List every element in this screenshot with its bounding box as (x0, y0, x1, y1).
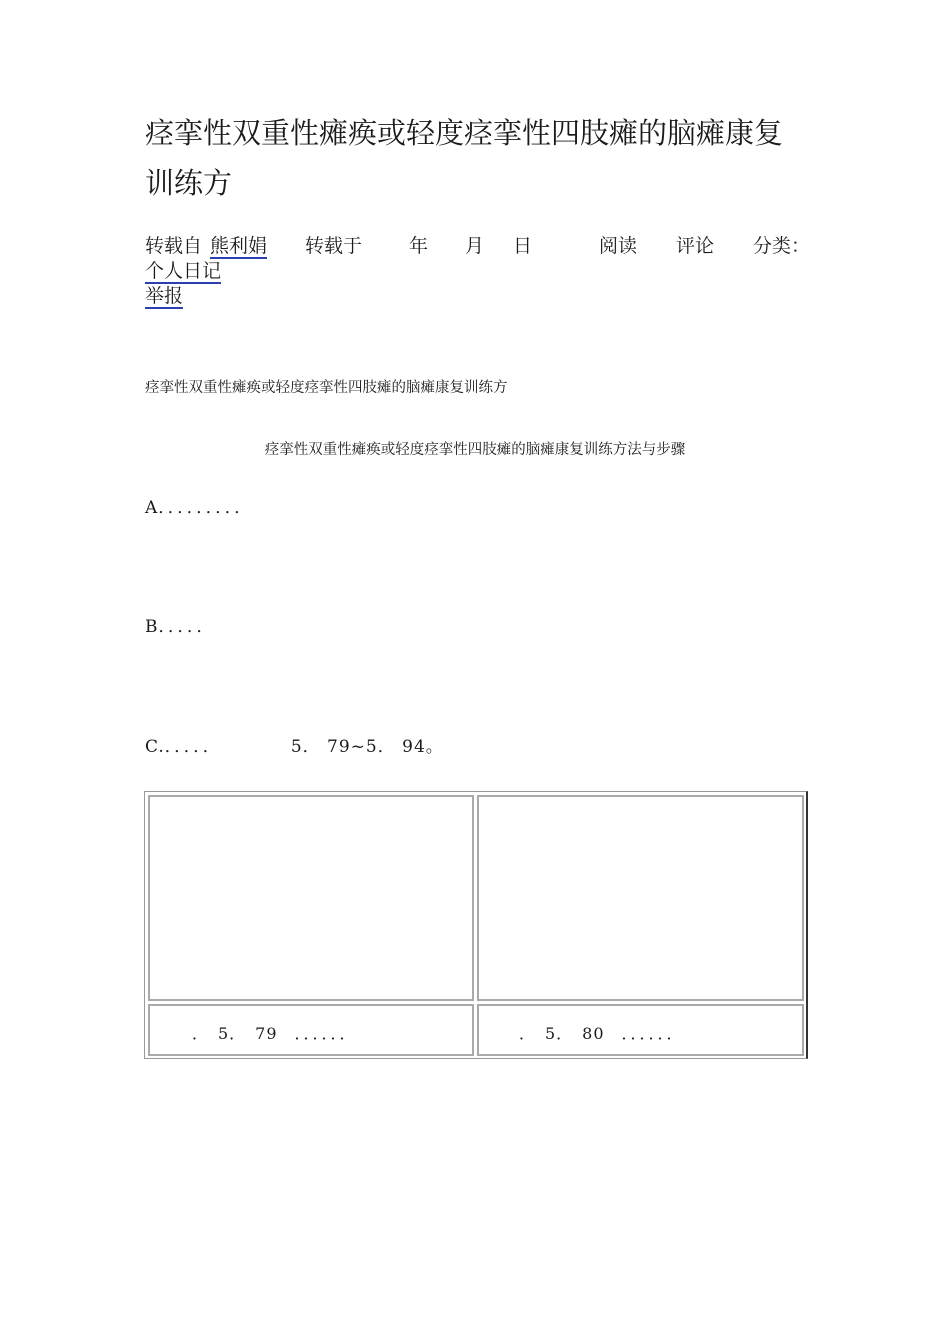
section-c-label: C.．．．．． (145, 737, 221, 757)
figure-caption-right: ． 5． 80 ．．．．．． (519, 1024, 684, 1043)
category-label: 分类： (753, 235, 811, 257)
figure-caption-cell-right (477, 1004, 804, 1056)
year-label: 年 (409, 235, 429, 257)
article-heading: 痉挛性双重性瘫痪或轻度痉挛性四肢瘫的脑瘫康复训练方法与步骤 (264, 442, 686, 458)
figure-image-right (477, 795, 804, 1001)
report-link[interactable]: 举报 (145, 285, 184, 307)
reprinted-at-label: 转载于 (305, 235, 363, 257)
read-count-label: 阅读 (599, 235, 638, 257)
category-link[interactable]: 个人日记 (145, 260, 222, 282)
figure-table (144, 791, 808, 1059)
section-a: A．．．．．．．．． (145, 498, 253, 518)
article-title: 痉挛性双重性瘫痪或轻度痉挛性四肢瘫的脑瘫康复训练方 (145, 116, 784, 200)
figure-image-left (148, 795, 474, 1001)
article-meta (145, 234, 815, 309)
reprinted-from-label: 转载自 (145, 235, 203, 257)
figure-caption-left: ． 5． 79 ．．．．．． (192, 1024, 357, 1043)
day-label: 日 (513, 235, 533, 257)
author-link[interactable]: 熊利娟 (210, 235, 268, 257)
figure-caption-cell-left (148, 1004, 474, 1056)
section-c (145, 732, 444, 757)
comment-link[interactable]: 评论 (676, 235, 715, 257)
section-c-range: 5． 79~5． 94。 (290, 737, 444, 757)
month-label: 月 (465, 235, 485, 257)
section-b: B．．．．． (145, 617, 215, 637)
article-subtitle: 痉挛性双重性瘫痪或轻度痉挛性四肢瘫的脑瘫康复训练方 (145, 380, 508, 396)
